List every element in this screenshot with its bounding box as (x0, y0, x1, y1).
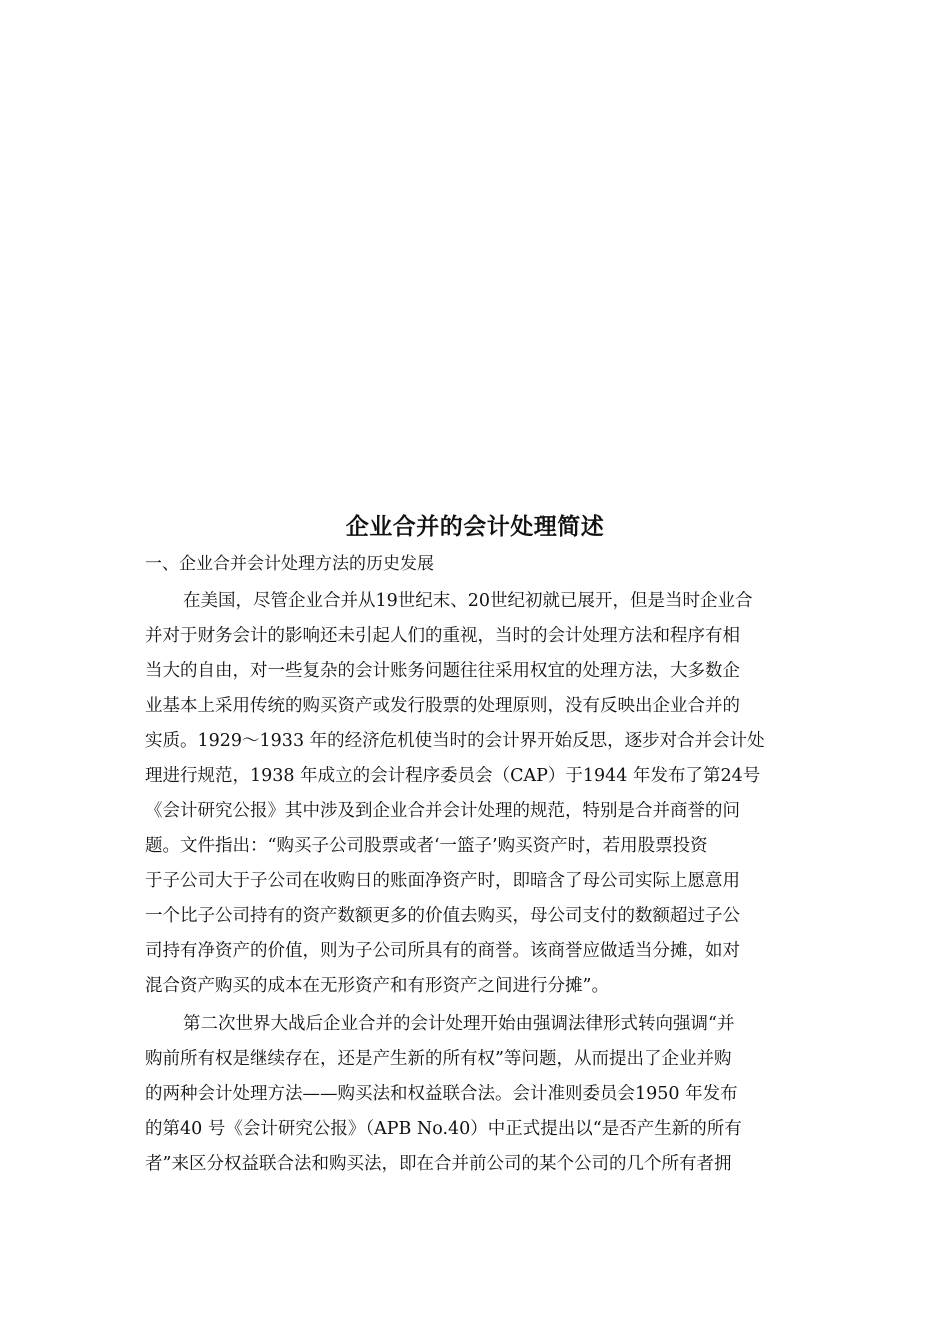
paragraph-line: 并对于财务会计的影响还未引起人们的重视，当时的会计处理方法和程序有相 (145, 626, 740, 646)
paragraph-line: 第二次世界大战后企业合并的会计处理开始由强调法律形式转向强调“并 (183, 1014, 735, 1034)
section-heading: 一、企业合并会计处理方法的历史发展 (145, 554, 434, 574)
paragraph-line: 《会计研究公报》其中涉及到企业合并会计处理的规范，特别是合并商誉的问 (145, 801, 740, 821)
paragraph-line: 的两种会计处理方法——购买法和权益联合法。会计准则委员会1950 年发布 (145, 1084, 738, 1104)
paragraph-line: 题。文件指出：“购买子公司股票或者‘一篮子’购买资产时，若用股票投资 (145, 836, 708, 856)
paragraph-line: 者”来区分权益联合法和购买法，即在合并前公司的某个公司的几个所有者拥 (145, 1154, 732, 1174)
paragraph-line: 司持有净资产的价值，则为子公司所具有的商誉。该商誉应做适当分摊，如对 (145, 941, 740, 961)
paragraph-line: 混合资产购买的成本在无形资产和有形资产之间进行分摊”。 (145, 976, 609, 996)
paragraph-line: 业基本上采用传统的购买资产或发行股票的处理原则，没有反映出企业合并的 (145, 696, 740, 716)
paragraph-line: 的第40 号《会计研究公报》（APB No.40）中正式提出以“是否产生新的所有 (145, 1119, 742, 1139)
paragraph-line: 一个比子公司持有的资产数额更多的价值去购买，母公司支付的数额超过子公 (145, 906, 740, 926)
paragraph-line: 在美国，尽管企业合并从19世纪末、20世纪初就已展开，但是当时企业合 (183, 591, 753, 611)
paragraph-line: 购前所有权是继续存在，还是产生新的所有权”等问题，从而提出了企业并购 (145, 1049, 732, 1069)
paragraph-line: 理进行规范，1938 年成立的会计程序委员会（CAP）于1944 年发布了第24号 (145, 766, 761, 786)
paragraph-line: 于子公司大于子公司在收购日的账面净资产时，即暗含了母公司实际上愿意用 (145, 871, 740, 891)
paragraph-line: 实质。1929～1933 年的经济危机使当时的会计界开始反思，逐步对合并会计处 (145, 731, 765, 751)
paragraph-line: 当大的自由，对一些复杂的会计账务问题往往采用权宜的处理方法，大多数企 (145, 661, 740, 681)
document-title: 企业合并的会计处理简述 (345, 514, 605, 540)
